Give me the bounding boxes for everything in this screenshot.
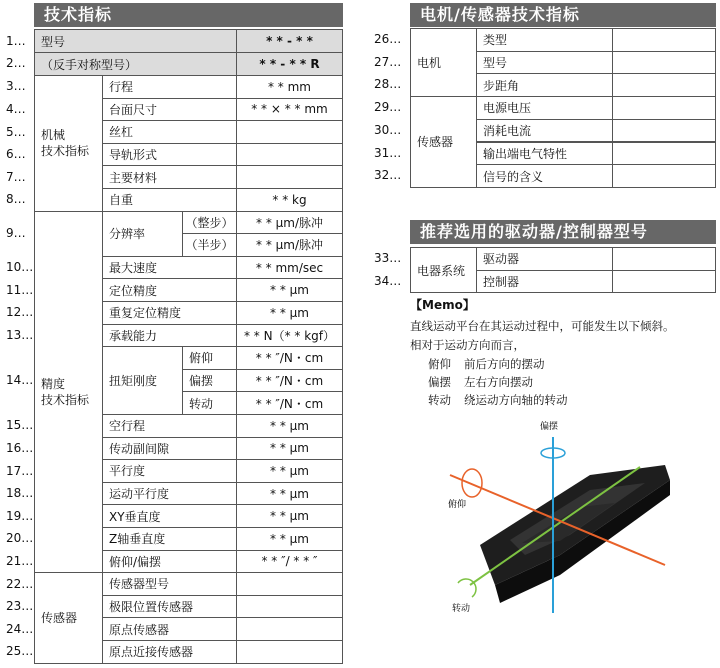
spec-sublabel: 偏摆 (182, 369, 237, 393)
motor-sensor-value (612, 73, 716, 97)
spec-label: 分辨率 (102, 211, 183, 257)
motor-sensor-label: 步距角 (476, 73, 613, 97)
row-num: 29… (374, 100, 402, 115)
spec-value: * * N（* * kgf） (236, 324, 343, 348)
spec-value: * * μm (236, 278, 343, 302)
motor-sensor-value (612, 164, 716, 188)
group-mechanical: 机械 技术指标 (34, 75, 103, 212)
mirror-model-label: （反手对称型号） (34, 52, 237, 76)
row-num: 17… (6, 463, 34, 478)
spec-value: * * μm (236, 527, 343, 551)
group-sensor: 传感器 (34, 572, 103, 663)
row-num: 11… (6, 282, 34, 297)
row-num: 24… (6, 621, 34, 636)
row-num: 20… (6, 531, 34, 546)
row-num: 5… (6, 124, 26, 139)
row-num: 18… (6, 486, 34, 501)
spec-label: 原点传感器 (102, 617, 237, 641)
spec-sublabel: 转动 (182, 391, 237, 415)
row-num: 34… (374, 273, 402, 288)
row-num: 15… (6, 418, 34, 433)
spec-value: * * μm/脉冲 (236, 211, 343, 235)
spec-label: XY垂直度 (102, 504, 237, 528)
spec-label: 运动平行度 (102, 482, 237, 506)
row-num: 3… (6, 79, 26, 94)
spec-label: 主要材料 (102, 165, 237, 189)
row-num: 28… (374, 77, 402, 92)
spec-label: 极限位置传感器 (102, 595, 237, 619)
driver-label: 驱动器 (476, 247, 613, 271)
spec-label: 定位精度 (102, 278, 237, 302)
spec-sublabel: 俯仰 (182, 346, 237, 370)
spec-value: * * ″/N・cm (236, 346, 343, 370)
row-num: 26… (374, 32, 402, 46)
row-num: 6… (6, 147, 26, 162)
spec-value (236, 120, 343, 144)
pitch-label: 俯仰 (448, 500, 467, 510)
motor-sensor-label: 电源电压 (476, 96, 613, 120)
row-num: 23… (6, 599, 34, 614)
spec-label: 丝杠 (102, 120, 237, 144)
spec-sublabel: （整步） (182, 211, 237, 235)
spec-sublabel: （半步） (182, 233, 237, 257)
model-value: * * - * * (236, 29, 343, 53)
memo-desc-yaw: 左右方向摆动 (464, 375, 533, 389)
motor-sensor-value (612, 28, 716, 52)
motor-sensor-label: 输出端电气特性 (476, 142, 613, 166)
motor-sensor-label: 信号的含义 (476, 164, 613, 188)
spec-value (236, 165, 343, 189)
row-num: 25… (6, 644, 34, 659)
spec-label: 传感器型号 (102, 572, 237, 596)
spec-label: 平行度 (102, 459, 237, 483)
spec-label: Z轴垂直度 (102, 527, 237, 551)
memo-term-yaw: 偏摆 (428, 375, 451, 389)
row-num: 27… (374, 54, 402, 69)
row-num: 19… (6, 508, 34, 523)
group-precision: 精度 技术指标 (34, 211, 103, 574)
spec-value: * * ″/N・cm (236, 369, 343, 393)
linear-stage-illustration (480, 465, 670, 603)
spec-label: 自重 (102, 188, 237, 212)
roll-label: 转动 (452, 604, 471, 614)
stage-axes-diagram (440, 415, 690, 615)
spec-label: 台面尺寸 (102, 98, 237, 122)
spec-value (236, 572, 343, 596)
group-sensor-right: 传感器 (410, 96, 477, 188)
spec-value: * * μm (236, 459, 343, 483)
row-num: 13… (6, 327, 34, 342)
memo-desc-pitch: 前后方向的摆动 (464, 357, 545, 371)
memo-line-2: 相对于运动方向而言， (410, 338, 525, 352)
spec-value: * * μm (236, 504, 343, 528)
spec-value: * * × * * mm (236, 98, 343, 122)
motor-sensor-header: 电机/传感器技术指标 (410, 3, 716, 27)
driver-value (612, 270, 716, 294)
group-motor: 电机 (410, 28, 477, 97)
row-num: 8… (6, 192, 26, 207)
spec-value (236, 617, 343, 641)
spec-value: * * μm (236, 482, 343, 506)
motor-sensor-label: 类型 (476, 28, 613, 52)
row-num: 9… (6, 226, 26, 241)
motor-sensor-value (612, 51, 716, 75)
driver-value (612, 247, 716, 271)
spec-label: 行程 (102, 75, 237, 99)
spec-label: 传动副间隙 (102, 437, 237, 461)
row-num: 12… (6, 305, 34, 320)
row-num: 32… (374, 168, 402, 183)
driver-header: 推荐选用的驱动器/控制器型号 (410, 220, 716, 244)
spec-label: 最大速度 (102, 256, 237, 280)
driver-label: 控制器 (476, 270, 613, 294)
spec-value: * * μm (236, 301, 343, 325)
row-num: 31… (374, 145, 402, 160)
row-num: 21… (6, 553, 34, 568)
model-label: 型号 (34, 29, 237, 53)
memo-title: 【Memo】 (410, 298, 475, 312)
spec-value (236, 640, 343, 664)
spec-value: * * ″/ * * ″ (236, 550, 343, 574)
spec-value (236, 143, 343, 167)
yaw-label: 偏摆 (540, 422, 559, 432)
spec-label: 俯仰/偏摆 (102, 550, 237, 574)
spec-label: 承载能力 (102, 324, 237, 348)
row-num: 22… (6, 576, 34, 591)
motor-sensor-value (612, 96, 716, 120)
spec-label: 扭矩刚度 (102, 346, 183, 415)
memo-term-pitch: 俯仰 (428, 357, 451, 371)
row-num: 33… (374, 251, 402, 265)
memo-term-roll: 转动 (428, 393, 451, 407)
memo-line-1: 直线运动平台在其运动过程中，可能发生以下倾斜。 (410, 319, 675, 333)
spec-value: * * μm (236, 414, 343, 438)
motor-sensor-value (612, 119, 716, 143)
motor-sensor-label: 型号 (476, 51, 613, 75)
group-electrical: 电器系统 (410, 247, 477, 293)
mirror-model-value: * * - * * R (236, 52, 343, 76)
memo-desc-roll: 绕运动方向轴的转动 (464, 393, 568, 407)
spec-value: * * ″/N・cm (236, 391, 343, 415)
spec-value (236, 595, 343, 619)
spec-value: * * kg (236, 188, 343, 212)
spec-label: 原点近接传感器 (102, 640, 237, 664)
row-num: 10… (6, 260, 34, 275)
motor-sensor-value (612, 142, 716, 166)
spec-value: * * mm/sec (236, 256, 343, 280)
motor-sensor-label: 消耗电流 (476, 119, 613, 143)
spec-value: * * μm/脉冲 (236, 233, 343, 257)
row-num: 14… (6, 373, 34, 388)
row-num: 4… (6, 101, 26, 116)
row-num: 16… (6, 440, 34, 455)
spec-value: * * μm (236, 437, 343, 461)
spec-label: 空行程 (102, 414, 237, 438)
spec-label: 重复定位精度 (102, 301, 237, 325)
spec-value: * * mm (236, 75, 343, 99)
row-num: 30… (374, 122, 402, 137)
spec-label: 导轨形式 (102, 143, 237, 167)
row-num: 2… (6, 56, 26, 70)
spec-header: 技术指标 (34, 3, 343, 27)
row-num: 1… (6, 34, 26, 48)
row-num: 7… (6, 169, 26, 184)
